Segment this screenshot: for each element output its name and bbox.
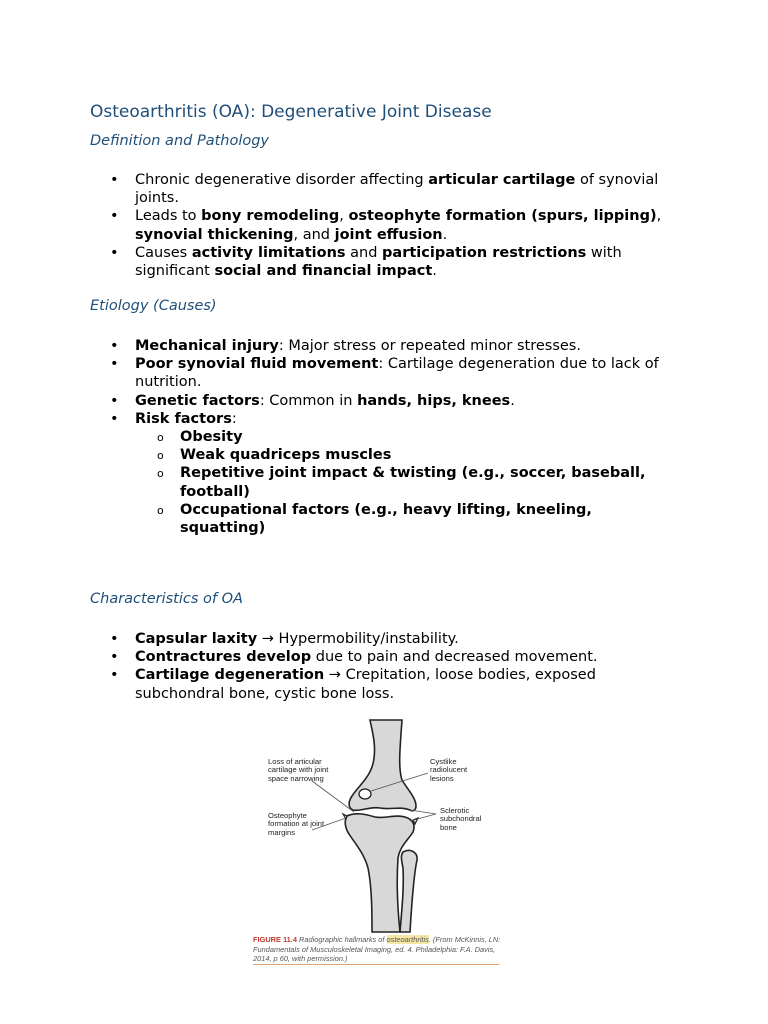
- caption-divider: [253, 964, 499, 965]
- section-heading-definition: Definition and Pathology: [90, 133, 270, 149]
- figure-caption: FIGURE 11.4 Radiographic hallmarks of osteoarthritis. (From McKinnis, LN: Fundamentals of Musculoskeletal Imaging, ed. 4. Philadelphia: F.A. Davis, 2014, p 60, with permission.): [253, 935, 501, 964]
- etiology-list: [110, 337, 670, 537]
- highlighted-term: osteoarthritis: [386, 935, 429, 944]
- cyst-lesion: [359, 789, 371, 799]
- knee-joint-illustration: [250, 718, 505, 970]
- risk-factors-list: [135, 428, 670, 537]
- definition-list: [110, 171, 670, 280]
- sub-list-item: o Occupational factors (e.g., heavy lifting, kneeling, squatting): [135, 501, 670, 537]
- list-item: • Capsular laxity → Hypermobility/instability.: [110, 630, 670, 648]
- femur-bone: [349, 720, 416, 811]
- leader-line-loss: [312, 781, 354, 812]
- section-heading-characteristics: Characteristics of OA: [90, 591, 243, 607]
- leader-line-sclerotic-b: [410, 814, 436, 821]
- list-item: • Cartilage degeneration → Crepitation, loose bodies, exposed subchondral bone, cystic bone loss.: [110, 666, 670, 702]
- sub-list-item: o Obesity: [135, 428, 670, 446]
- sub-list-item: o Repetitive joint impact & twisting (e.g., soccer, baseball, football): [135, 464, 670, 500]
- characteristics-list: [110, 630, 670, 703]
- list-item: • Risk factors: o Obesity o Weak quadriceps muscles o Repetitive joint impact & twisting (e.g., soccer, baseball, football) o Occupational factors (e.g., heavy lifting, kneeling, squatting): [110, 410, 670, 537]
- fibula-bone: [400, 850, 417, 932]
- label-cyst-lesions: Cystlike radiolucent lesions: [430, 757, 468, 783]
- list-item: • Leads to bony remodeling, osteophyte formation (spurs, lipping), synovial thickening, and joint effusion.: [110, 207, 670, 243]
- page-title: Osteoarthritis (OA): Degenerative Joint Disease: [90, 102, 492, 122]
- list-item: • Genetic factors: Common in hands, hips, knees.: [110, 392, 670, 410]
- list-item: • Contractures develop due to pain and decreased movement.: [110, 648, 670, 666]
- figure-number: FIGURE 11.4: [253, 935, 297, 944]
- list-item: • Poor synovial fluid movement: Cartilage degeneration due to lack of nutrition.: [110, 355, 670, 391]
- label-osteophyte: Osteophyte formation at joint margins: [268, 811, 325, 837]
- list-item: • Mechanical injury: Major stress or repeated minor stresses.: [110, 337, 670, 355]
- sub-list-item: o Weak quadriceps muscles: [135, 446, 670, 464]
- list-item: • Causes activity limitations and participation restrictions with significant social and financial impact.: [110, 244, 670, 280]
- section-heading-etiology: Etiology (Causes): [90, 298, 217, 314]
- leader-line-sclerotic-a: [410, 810, 436, 814]
- label-sclerotic-bone: Sclerotic subchondral bone: [440, 806, 482, 832]
- label-cartilage-loss: Loss of articular cartilage with joint space narrowing: [268, 757, 329, 783]
- list-item: • Chronic degenerative disorder affecting articular cartilage of synovial joints.: [110, 171, 670, 207]
